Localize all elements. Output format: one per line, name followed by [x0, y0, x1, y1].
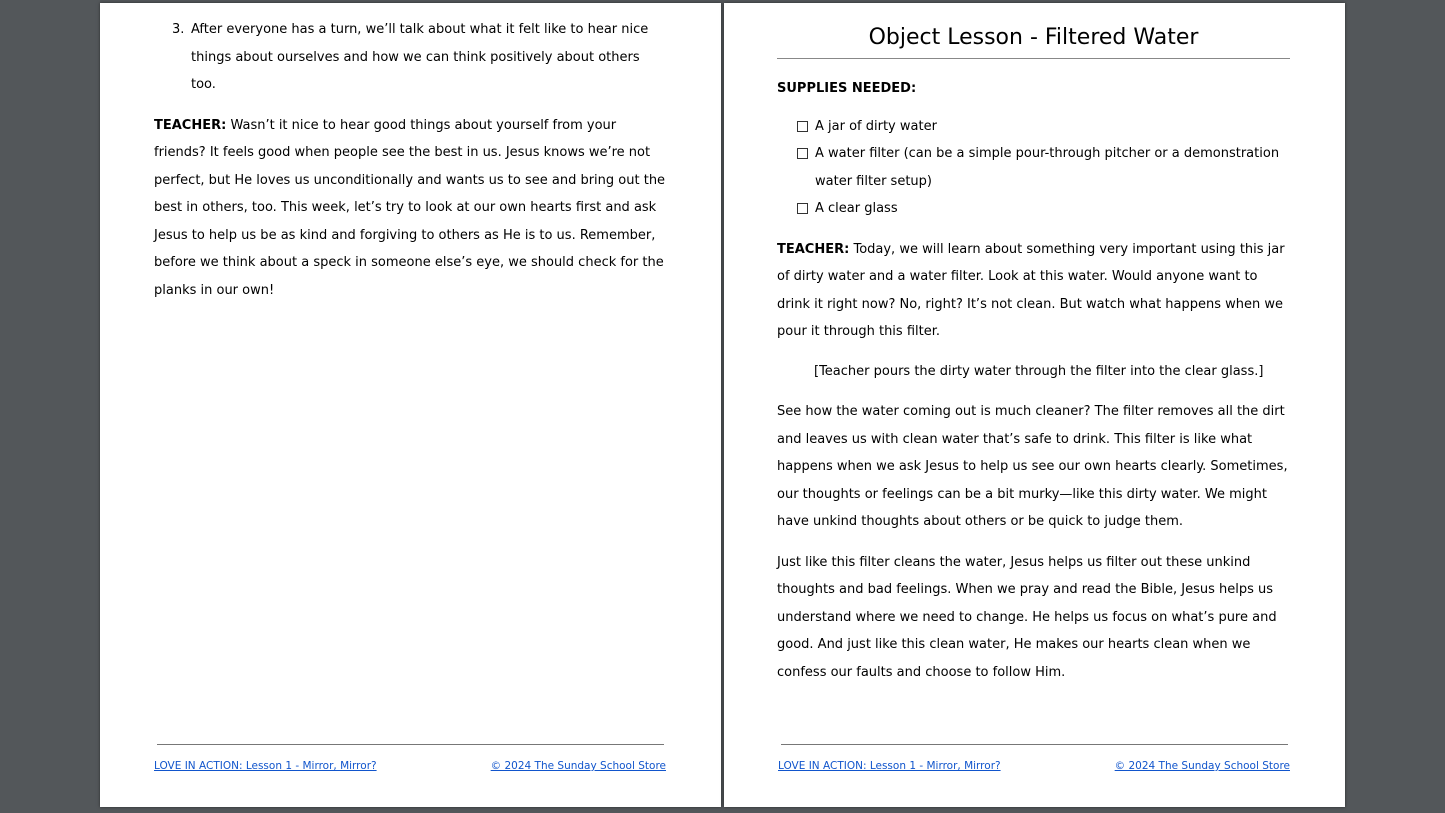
page-content: [777, 22, 1290, 686]
teacher-paragraph: [777, 236, 1290, 346]
teacher-text: Today, we will learn about something very important using this jar of dirty water and a water filter. Look at this water. Would anyone want to drink it right now? No, right? It’s not clean. But watch what happens when we pour it through this filter.: [777, 241, 1285, 339]
supply-item: [797, 113, 1290, 141]
footer-copyright-link[interactable]: © 2024 The Sunday School Store: [490, 760, 666, 772]
teacher-text: Wasn’t it nice to hear good things about yourself from your friends? It feels good when people see the best in us. Jesus knows we’re not perfect, but He loves us unconditionally and wants us to see and bring out the best in others, too. This week, let’s try to look at our own hearts first and ask Jesus to help us be as kind and forgiving to others as He is to us. Remember, before we think about a speck in someone else’s eye, we should check for the planks in our own!: [154, 117, 666, 298]
list-item-number: 3.: [172, 22, 185, 37]
teacher-paragraph: [154, 112, 667, 305]
body-paragraph: Just like this filter cleans the water, Jesus helps us filter out these unkind thoughts and bad feelings. When we pray and read the Bible, Jesus helps us understand where we need to change. He helps us focus on what’s pure and good. And just like this clean water, He makes our hearts clean when we confess our faults and choose to follow Him.: [777, 554, 1277, 680]
supplies-heading: SUPPLIES NEEDED:: [777, 81, 917, 96]
numbered-list-item: [154, 16, 667, 99]
supply-item-text: A clear glass: [815, 201, 898, 216]
body-paragraph: See how the water coming out is much cleaner? The filter removes all the dirt and leaves us with clean water that’s safe to drink. This filter is like what happens when we ask Jesus to help us see our own hearts clearly. Sometimes, our thoughts or feelings can be a bit murky—like this dirty water. We might have unkind thoughts about others or be quick to judge them.: [777, 404, 1288, 529]
supplies-list: [777, 113, 1290, 223]
page-footer: [778, 758, 1290, 774]
supply-item: [797, 140, 1290, 195]
checkbox-icon: [797, 121, 808, 132]
footer-copyright-link[interactable]: © 2024 The Sunday School Store: [1114, 760, 1290, 772]
footer-divider: [157, 744, 664, 745]
page-content: [154, 16, 667, 304]
footer-lesson-link[interactable]: LOVE IN ACTION: Lesson 1 - Mirror, Mirror?: [778, 760, 1001, 772]
supply-item: [797, 195, 1290, 223]
list-item-text: After everyone has a turn, we’ll talk about what it felt like to hear nice things about ourselves and how we can think positively about others too.: [191, 22, 649, 92]
supply-item-text: A jar of dirty water: [815, 118, 937, 134]
page-left: [100, 3, 721, 807]
footer-divider: [781, 744, 1288, 745]
supply-item-text: A water filter (can be a simple pour-through pitcher or a demonstration water filter setup): [815, 146, 1280, 189]
checkbox-icon: [797, 148, 808, 159]
stage-direction: [Teacher pours the dirty water through the filter into the clear glass.]: [814, 363, 1264, 379]
checkbox-icon: [797, 203, 808, 214]
page-footer: [154, 758, 666, 774]
teacher-label: TEACHER:: [154, 117, 227, 133]
page-title: Object Lesson - Filtered Water: [777, 22, 1290, 59]
teacher-label: TEACHER:: [777, 241, 850, 257]
page-right: [724, 3, 1345, 807]
footer-lesson-link[interactable]: LOVE IN ACTION: Lesson 1 - Mirror, Mirror?: [154, 760, 377, 772]
